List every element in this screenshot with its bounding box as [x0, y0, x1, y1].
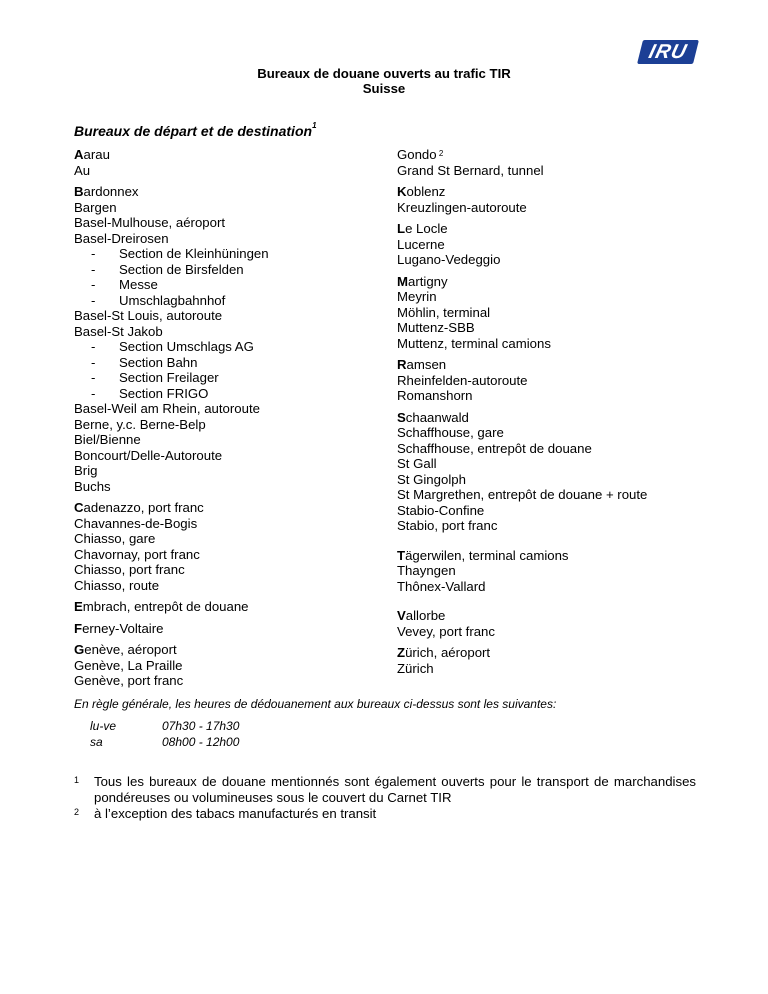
office-name: erney-Voltaire — [82, 620, 164, 636]
office-item — [397, 518, 717, 534]
office-name: St Gall — [397, 456, 437, 471]
office-group — [397, 274, 717, 352]
office-name: Gondo — [397, 147, 437, 162]
office-item — [397, 274, 717, 290]
subsection-label: Section FRIGO — [119, 385, 209, 401]
office-initial: F — [74, 620, 83, 636]
subsection-label: Umschlagbahnhof — [119, 292, 226, 308]
office-item — [74, 401, 374, 417]
office-name: Rheinfelden-autoroute — [397, 372, 528, 388]
office-name: Basel-St Jakob — [74, 323, 163, 339]
office-item — [397, 200, 717, 216]
footnotes — [74, 774, 696, 822]
office-subsection — [74, 370, 374, 386]
footnote-text: Tous les bureaux de douane mentionnés sont également ouverts pour le transport de marchandises pondéreuses ou volumineuses sous le couvert du Carnet TIR — [94, 774, 696, 805]
office-name: mbrach, entrepôt de douane — [82, 599, 249, 614]
list-dash: - — [91, 339, 96, 354]
office-item — [397, 579, 717, 595]
office-item — [74, 215, 374, 231]
subsection-label: Section de Birsfelden — [119, 261, 244, 277]
iru-logo-text: IRU — [646, 41, 690, 63]
list-dash: - — [91, 246, 96, 261]
office-item — [397, 563, 717, 579]
office-name: allorbe — [405, 608, 446, 623]
office-name: Au — [74, 162, 91, 178]
office-item — [397, 237, 717, 253]
office-initial: T — [397, 547, 406, 563]
hours-time: 08h00 - 12h00 — [162, 735, 240, 749]
office-item — [397, 388, 717, 404]
section-title: Bureaux de départ et de destination$^1$ — [74, 121, 317, 139]
left-column-offices — [74, 147, 374, 695]
office-item — [397, 608, 717, 624]
office-name: Lucerne — [397, 236, 445, 252]
office-name: Basel-Weil am Rhein, autoroute — [74, 401, 260, 416]
office-item — [397, 320, 717, 336]
office-item — [397, 548, 717, 564]
office-group — [397, 147, 717, 178]
office-name: e Locle — [405, 221, 448, 236]
office-group — [397, 608, 717, 639]
footnote-ref: 2 — [436, 149, 444, 158]
footnote-ref: 1 — [312, 121, 317, 130]
office-initial: V — [397, 608, 406, 623]
office-item — [397, 661, 717, 677]
office-name: Stabio, port franc — [397, 518, 498, 533]
hours-day: sa — [90, 735, 103, 749]
office-item — [74, 531, 374, 547]
office-group — [74, 147, 374, 178]
office-initial: A — [74, 147, 84, 162]
office-group — [397, 548, 717, 595]
office-name: chaanwald — [405, 409, 469, 425]
office-name: Biel/Bienne — [74, 432, 141, 447]
footnote-number: 2 — [74, 807, 80, 817]
office-item — [397, 163, 717, 179]
hours-row — [90, 718, 239, 734]
office-item — [397, 184, 717, 200]
office-name: Grand St Bernard, tunnel — [397, 162, 544, 178]
office-name: Stabio-Confine — [397, 502, 485, 518]
right-column-offices — [397, 147, 717, 682]
office-item — [397, 147, 717, 163]
office-initial: K — [397, 184, 407, 199]
footnote-2 — [74, 806, 696, 822]
office-item — [397, 373, 717, 389]
office-name: amsen — [406, 357, 447, 372]
office-name: adenazzo, port franc — [83, 500, 204, 515]
office-name: Boncourt/Delle-Autoroute — [74, 447, 223, 463]
office-item — [74, 200, 374, 216]
office-item — [74, 500, 374, 516]
office-item — [397, 624, 717, 640]
office-item — [74, 432, 374, 448]
subsection-label: Section Umschlags AG — [119, 339, 254, 354]
office-group — [74, 184, 374, 494]
office-subsection — [74, 386, 374, 402]
office-name: Basel-Mulhouse, aéroport — [74, 215, 226, 230]
hours-day: lu-ve — [90, 719, 117, 733]
office-name: St Gingolph — [397, 471, 466, 487]
office-group — [397, 357, 717, 404]
office-name: Möhlin, terminal — [397, 304, 491, 320]
office-name: enève, aéroport — [84, 642, 177, 657]
office-item — [74, 147, 374, 163]
office-name: Muttenz, terminal camions — [397, 335, 551, 351]
office-name: ardonnex — [83, 184, 139, 199]
office-item — [397, 503, 717, 519]
office-name: oblenz — [406, 184, 446, 199]
office-subsection — [74, 355, 374, 371]
footnote-text: à l’exception des tabacs manufacturés en transit — [94, 806, 377, 821]
office-item — [74, 562, 374, 578]
office-item — [74, 184, 374, 200]
office-name: arau — [83, 147, 110, 162]
office-item — [397, 441, 717, 457]
office-group — [397, 221, 717, 268]
office-item — [74, 163, 374, 179]
subsection-label: Section Bahn — [119, 354, 198, 370]
office-name: Chavannes-de-Bogis — [74, 515, 198, 531]
office-item — [397, 472, 717, 488]
office-item — [74, 463, 374, 479]
office-name: Chiasso, route — [74, 577, 160, 593]
list-dash: - — [91, 292, 96, 308]
office-initial: S — [397, 409, 406, 425]
office-item — [397, 425, 717, 441]
office-item — [397, 456, 717, 472]
office-group — [397, 410, 717, 534]
office-name: Thônex-Vallard — [397, 578, 486, 594]
office-subsection — [74, 246, 374, 262]
office-name: Thayngen — [397, 563, 456, 578]
office-name: Brig — [74, 463, 98, 478]
office-subsection — [74, 293, 374, 309]
footnote-1 — [74, 774, 696, 806]
office-name: Basel-Dreirosen — [74, 230, 169, 246]
hours-row — [90, 734, 239, 750]
office-group — [74, 599, 374, 615]
office-name: Berne, y.c. Berne-Belp — [74, 416, 206, 432]
office-initial: C — [74, 500, 84, 515]
subsection-label: Section Freilager — [119, 370, 219, 385]
office-group — [397, 184, 717, 215]
office-name: ägerwilen, terminal camions — [405, 547, 569, 563]
document-header — [0, 66, 768, 96]
office-group — [74, 642, 374, 689]
footnote-number: 1 — [74, 775, 80, 785]
hours-intro: En règle générale, les heures de dédouanement aux bureaux ci-dessus sont les suivantes: — [74, 697, 557, 711]
list-dash: - — [91, 277, 96, 292]
office-item — [74, 621, 374, 637]
office-item — [74, 547, 374, 563]
office-name: Genève, port franc — [74, 673, 184, 688]
office-item — [397, 645, 717, 661]
office-item — [397, 357, 717, 373]
iru-logo — [637, 40, 699, 64]
office-name: Schaffhouse, entrepôt de douane — [397, 440, 592, 456]
office-name: ürich, aéroport — [405, 645, 491, 660]
office-name: Romanshorn — [397, 388, 473, 403]
office-name: Basel-St Louis, autoroute — [74, 308, 223, 323]
office-name: Bargen — [74, 199, 117, 215]
page-title: Bureaux de douane ouverts au trafic TIR — [257, 66, 511, 81]
office-name: Meyrin — [397, 289, 437, 304]
office-item — [397, 410, 717, 426]
office-item — [397, 289, 717, 305]
office-item — [74, 448, 374, 464]
office-group — [74, 500, 374, 593]
office-group — [74, 621, 374, 637]
hours-time: 07h30 - 17h30 — [162, 719, 240, 733]
list-dash: - — [91, 354, 96, 370]
office-name: Buchs — [74, 478, 111, 494]
office-subsection — [74, 277, 374, 293]
office-name: Kreuzlingen-autoroute — [397, 199, 527, 215]
office-initial: G — [74, 642, 85, 657]
office-item — [397, 221, 717, 237]
office-initial: Z — [397, 645, 406, 660]
office-item — [74, 417, 374, 433]
office-initial: L — [397, 221, 406, 236]
office-name: Chavornay, port franc — [74, 546, 200, 562]
office-initial: B — [74, 184, 84, 199]
office-initial: R — [397, 357, 407, 372]
page-subtitle-country: Suisse — [362, 81, 406, 96]
office-name: artigny — [408, 273, 448, 289]
office-name: Genève, La Praille — [74, 657, 183, 673]
office-name: Schaffhouse, gare — [397, 425, 504, 440]
office-item — [74, 673, 374, 689]
office-name: Zürich — [397, 660, 434, 676]
list-dash: - — [91, 385, 96, 401]
office-name: Vevey, port franc — [397, 623, 495, 639]
office-item — [397, 487, 717, 503]
office-initial: M — [397, 273, 408, 289]
office-item — [74, 231, 374, 247]
office-item — [74, 599, 374, 615]
list-dash: - — [91, 261, 96, 277]
office-name: Muttenz-SBB — [397, 320, 475, 335]
office-subsection — [74, 339, 374, 355]
office-item — [74, 578, 374, 594]
office-name: Lugano-Vedeggio — [397, 252, 501, 267]
office-item — [74, 642, 374, 658]
list-dash: - — [91, 370, 96, 385]
office-name: Chiasso, gare — [74, 531, 156, 546]
office-item — [397, 336, 717, 352]
office-item — [397, 252, 717, 268]
subsection-label: Section de Kleinhüningen — [119, 246, 269, 261]
office-item — [397, 305, 717, 321]
office-group — [397, 645, 717, 676]
office-item — [74, 658, 374, 674]
office-name: Chiasso, port franc — [74, 562, 185, 577]
office-initial: E — [74, 599, 83, 614]
office-subsection — [74, 262, 374, 278]
office-name: St Margrethen, entrepôt de douane + route — [397, 487, 648, 502]
hours-table — [90, 718, 239, 750]
office-item — [74, 308, 374, 324]
office-item — [74, 324, 374, 340]
subsection-label: Messe — [119, 277, 158, 292]
office-item — [74, 516, 374, 532]
office-item — [74, 479, 374, 495]
